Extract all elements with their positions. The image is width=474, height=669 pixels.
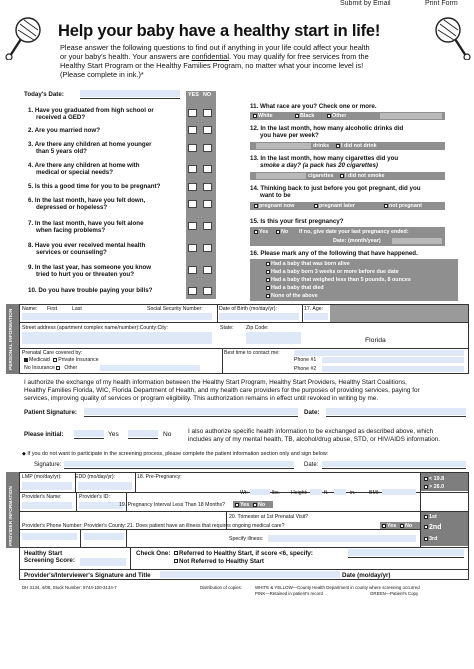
q12-drinks-field[interactable]	[256, 143, 311, 149]
q14-not-label: not pregnant	[389, 203, 422, 209]
question-4	[28, 162, 140, 176]
edd-field[interactable]	[78, 482, 132, 490]
trimester-2-label: 2nd	[429, 524, 442, 531]
q8-no-checkbox[interactable]	[203, 244, 212, 252]
intro-line-1: Please answer the following questions to find out if anything in your life could affect your health	[60, 43, 370, 52]
weight-label: Wt:	[240, 490, 248, 496]
row-divider	[19, 348, 469, 349]
question-10: 10. Do you have trouble paying your bills?	[28, 287, 153, 294]
ft-label: ft.	[324, 490, 329, 496]
question-12	[250, 125, 403, 139]
provider-id-label: Provider's ID:	[79, 494, 110, 500]
bmi-high-option[interactable]	[424, 484, 444, 490]
checkbox-icon	[295, 114, 299, 118]
question-8	[28, 242, 145, 256]
question-7-line-2: when facing problems?	[36, 227, 106, 234]
q21-no-option[interactable]	[400, 523, 412, 529]
question-13-line-2: smoke a day? (a pack has 20 cigarettes)	[260, 162, 378, 169]
other-insurance-field[interactable]	[100, 365, 200, 371]
not-referred-option[interactable]	[174, 558, 264, 565]
checkbox-icon	[424, 485, 428, 489]
question-2: 2. Are you married now?	[28, 127, 100, 134]
question-9-line-2: tried to hurt you or threaten you?	[36, 271, 134, 278]
checkbox-icon	[174, 559, 178, 563]
initial-yes-field[interactable]	[74, 430, 104, 437]
question-3-line-1: 3. Are there any children at home younger	[28, 141, 152, 148]
referred-specify-field[interactable]	[348, 549, 464, 556]
bmi-high-label: > 26.0	[429, 484, 445, 490]
q16-option-2[interactable]	[266, 269, 399, 275]
checkbox-icon	[424, 515, 428, 519]
q12-drinks-label: drinks	[313, 143, 330, 149]
intro-line-2	[60, 52, 369, 61]
checkbox-icon	[400, 524, 404, 528]
q6-no-checkbox[interactable]	[203, 200, 212, 208]
todays-date-label: Today's Date:	[24, 91, 64, 98]
question-7	[28, 220, 144, 234]
distribution-pink: PINK—Retained in patient's record	[255, 591, 323, 596]
col-divider	[76, 492, 77, 511]
q21-yes-label: Yes	[387, 523, 397, 529]
patient-signature-field[interactable]	[84, 408, 298, 415]
q15-date-label: Date: (month/year)	[333, 238, 381, 244]
q13-cigarettes-label: cigarettes	[308, 173, 334, 179]
checkbox-icon	[424, 537, 428, 541]
checkbox-icon	[56, 366, 60, 370]
signature-line	[84, 416, 298, 417]
question-14-line-2: want to be	[260, 192, 291, 199]
lbs-label: lbs.	[272, 490, 281, 496]
optout-signature-label: Signature:	[34, 462, 62, 468]
not-referred-label: Not Referred to Healthy Start	[179, 558, 264, 565]
dob-field[interactable]	[219, 313, 299, 320]
q16-option-5[interactable]	[266, 293, 318, 299]
age-label: 17. Age:	[304, 306, 324, 312]
medicaid-option[interactable]	[24, 357, 50, 363]
interviewer-line	[160, 579, 340, 580]
intro-confidential: confidential	[191, 52, 230, 61]
page-title: Help your baby have a healthy start in life!	[58, 22, 381, 40]
q16-option-2-label: Had a baby born 3 weeks or more before due date	[271, 269, 399, 275]
referred-option[interactable]	[174, 550, 313, 557]
print-form-button[interactable]: Print Form	[425, 0, 458, 7]
healthy-start-score-label	[24, 550, 75, 564]
q15-option-no[interactable]	[276, 229, 288, 235]
phone-1-field[interactable]	[322, 357, 464, 363]
age-field[interactable]	[304, 313, 328, 320]
patient-signature-label: Patient Signature:	[24, 409, 77, 416]
col-divider	[222, 348, 223, 374]
private-insurance-option[interactable]	[53, 357, 98, 363]
initial-no-field[interactable]	[128, 430, 158, 437]
insurance-options-row-2	[24, 365, 77, 371]
street-label: Street address (apartment complex name/number):County:City:	[22, 325, 168, 331]
bullet-icon: ◆	[22, 451, 26, 457]
todays-date-line	[80, 98, 180, 99]
checkbox-icon	[384, 204, 388, 208]
q19-no-option[interactable]	[253, 502, 265, 508]
row-divider	[19, 511, 469, 512]
question-11: 11. What race are you? Check one or more.	[250, 103, 377, 110]
medicaid-label: Medicaid	[29, 357, 50, 363]
last-label: Last	[72, 306, 82, 312]
no-header: NO	[203, 92, 212, 98]
provider-name-label: Provider's Name:	[22, 494, 62, 500]
q4-yes-checkbox[interactable]	[188, 165, 197, 173]
checkbox-icon	[266, 278, 270, 282]
q3-yes-checkbox[interactable]	[188, 144, 197, 152]
q1-no-checkbox[interactable]	[203, 109, 212, 117]
referred-specify-line	[348, 557, 464, 558]
question-13-line-1: 13. In the last month, how many cigarettes did you	[250, 155, 399, 162]
question-12-line-1: 12. In the last month, how many alcoholic drinks did	[250, 125, 404, 132]
trimester-3-option[interactable]	[424, 536, 437, 542]
specific-authorization-text	[188, 428, 440, 444]
q2-yes-checkbox[interactable]	[188, 126, 197, 134]
interviewer-signature-field[interactable]	[160, 571, 340, 578]
question-6-line-1: 6. In the last month, have you felt down,	[28, 197, 146, 204]
bmi-label: BMI:	[369, 490, 380, 496]
state-value: Florida	[365, 337, 386, 344]
height-label: Height:	[291, 490, 308, 496]
q16-option-4-label: Had a baby that died	[271, 285, 324, 291]
provider-county-label: Provider's County:	[84, 523, 127, 529]
initial-yes-label: Yes	[108, 431, 119, 438]
q8-yes-checkbox[interactable]	[188, 244, 197, 252]
row-divider	[19, 547, 469, 548]
ssn-label: Social Security Number:	[147, 306, 203, 312]
q16-option-1[interactable]	[266, 261, 350, 267]
q11-black-label: Black	[300, 113, 315, 119]
interviewer-signature-label: Provider's/Interviewer's Signature and Title	[24, 572, 151, 579]
distribution-white: WHITE & YELLOW—County Health Department in county where screening occurred	[255, 585, 420, 590]
provider-county-field[interactable]	[84, 533, 124, 540]
trimester-3-label: 3rd	[429, 536, 438, 542]
question-1	[28, 107, 154, 121]
phone-2-label: Phone #2	[294, 366, 317, 372]
question-4-line-2: medical or special needs?	[36, 169, 114, 176]
q15-no-label: No	[281, 229, 289, 235]
question-1-line-1: 1. Have you graduated from high school or	[28, 107, 154, 114]
q11-option-white[interactable]	[253, 113, 273, 119]
q15-date-field[interactable]	[392, 238, 442, 244]
checkbox-icon	[314, 204, 318, 208]
q6-yes-checkbox[interactable]	[188, 200, 197, 208]
question-8-line-2: services or counseling?	[36, 249, 107, 256]
please-initial-label: Please initial:	[24, 431, 64, 438]
col-divider	[217, 304, 218, 322]
best-time-label: Best time to contact me:	[224, 350, 280, 356]
question-15: 15. Is this your first pregnancy?	[250, 218, 344, 225]
edd-label: EDD (mo/day/yr):	[75, 474, 116, 480]
specify-illness-field[interactable]	[268, 535, 416, 542]
best-time-field[interactable]	[294, 350, 464, 356]
authorization-line-3: services, improving quality of services or program eligibility. This authorization remains in effect until revoked in writing by me.	[24, 395, 379, 402]
question-1-line-2: received a GED?	[36, 114, 86, 121]
other-insurance-label: Other	[64, 365, 78, 371]
q14-option-not[interactable]	[384, 203, 422, 209]
q15-if-no: If no, give date your last pregnancy ended:	[299, 229, 409, 235]
question-6-line-2: depressed or hopeless?	[36, 204, 108, 211]
lmp-label: LMP (mo/day/yr):	[22, 474, 62, 480]
opt-out-label: If you do not want to participate in the screening process, please complete the patient information section only and sign below:	[27, 451, 329, 457]
q16-option-1-label: Had a baby that was born alive	[271, 261, 350, 267]
question-14-line-1: 14. Thinking back to just before you got pregnant, did you	[250, 185, 421, 192]
prenatal-care-label: Prenatal Care covered by:	[22, 350, 83, 356]
insurance-options-row-1	[24, 357, 99, 363]
zip-label: Zip Code:	[246, 325, 269, 331]
q13-cigarettes-field[interactable]	[256, 173, 306, 179]
specific-authorization-line-1: I also authorize specific health information to be exchanged as described above, which	[188, 428, 434, 435]
q1-yes-checkbox[interactable]	[188, 109, 197, 117]
q21-label: 21. Does patient have an illness that requires ongoing medical care?	[127, 523, 285, 529]
col-divider	[130, 547, 131, 569]
referred-label: Referred to Healthy Start, if score <6, specify:	[179, 550, 313, 557]
phone-2-field[interactable]	[322, 366, 464, 372]
intro-line-3: Healthy Start Program or the Healthy Families Program, no matter what your income level is!	[60, 61, 364, 70]
hs-score-line-2: Screening Score:	[24, 557, 75, 564]
checkbox-icon	[266, 294, 270, 298]
row-divider	[19, 322, 469, 323]
personal-info-sidebar-label: PERSONAL INFORMATION	[9, 308, 14, 370]
street-field[interactable]	[22, 332, 212, 344]
height-ft-field[interactable]	[310, 489, 322, 495]
weight-field[interactable]	[250, 489, 270, 495]
height-in-field[interactable]	[334, 489, 346, 495]
check-one-label: Check One:	[136, 550, 171, 557]
q2-no-checkbox[interactable]	[203, 126, 212, 134]
initial-no-label: No	[163, 431, 172, 438]
question-9-line-1: 9. In the last year, has someone you know	[28, 264, 152, 271]
row-divider	[19, 529, 469, 530]
q21-no-label: No	[405, 523, 413, 529]
question-6	[28, 197, 145, 211]
bmi-low-label: < 19.8	[429, 476, 445, 482]
first-label: First	[47, 306, 58, 312]
q11-other-field[interactable]	[380, 113, 442, 119]
q21-yes-option[interactable]	[382, 523, 396, 529]
q5-no-checkbox[interactable]	[203, 183, 212, 191]
no-insurance-label: No Insurance	[24, 365, 55, 371]
age-shaded-cell	[330, 305, 468, 322]
other-insurance-option[interactable]	[64, 365, 77, 371]
q11-other-label: Other	[332, 113, 347, 119]
authorization-line-2: Healthy Families Florida, WIC, Florida Department of Health, and my health care providers for the purposes of providing services, paying for	[24, 387, 420, 394]
intro-line-2-a: or your baby's health. Your answers are	[60, 52, 190, 61]
intro-line-4: (Please complete in ink.)*	[60, 70, 144, 79]
state-label: State:	[220, 325, 234, 331]
initial-yes-line	[74, 438, 104, 439]
checkbox-icon	[340, 174, 344, 178]
checkbox-icon	[53, 358, 57, 362]
optout-signature-line	[64, 468, 294, 469]
q19-label: 19. Pregnancy Interval Less Than 18 Months?	[119, 502, 226, 508]
name-field[interactable]	[22, 313, 212, 320]
col-divider	[80, 529, 81, 547]
question-8-line-1: 8. Have you ever received mental health	[28, 242, 146, 249]
q16-option-4[interactable]	[266, 285, 324, 291]
checkbox-icon	[276, 230, 280, 234]
bmi-low-option[interactable]	[424, 476, 444, 482]
q12-none-label: I did not drink	[341, 143, 377, 149]
zip-field[interactable]	[246, 332, 301, 344]
q7-yes-checkbox[interactable]	[188, 222, 197, 230]
question-16: 16. Please mark any of the following that have happened.	[250, 250, 418, 257]
authorization-line-1: I authorize the exchange of my health information between the Healthy Start Program, Healthy Start Providers, Healthy Start Coalitions,	[24, 379, 407, 386]
q14-now-label: pregnant now	[259, 203, 295, 209]
q5-yes-checkbox[interactable]	[188, 183, 197, 191]
interviewer-date-label: Date (mo/day/yr)	[342, 572, 391, 579]
distribution-label: Distribution of copies:	[200, 585, 242, 590]
question-14	[250, 185, 421, 199]
todays-date-field[interactable]	[80, 90, 180, 97]
q9-yes-checkbox[interactable]	[188, 266, 197, 274]
lmp-field[interactable]	[22, 482, 72, 490]
bmi-field[interactable]	[382, 489, 416, 495]
q11-option-black[interactable]	[295, 113, 314, 119]
pre-pregnancy-label: 18. Pre-Pregnancy:	[137, 474, 182, 480]
yes-header: YES	[188, 92, 199, 98]
provider-phone-label: Provider's Phone Number:	[22, 523, 83, 529]
q13-none-label: I did not smoke	[345, 173, 385, 179]
form-id: DH 3134, 4/08, Stock Number: 5744-100-3134-7	[22, 585, 117, 590]
q10-yes-checkbox[interactable]	[188, 287, 197, 295]
trimester-1-label: 1st	[429, 514, 437, 520]
provider-name-field[interactable]	[22, 502, 72, 509]
checkbox-icon	[382, 524, 386, 528]
patient-date-label: Date:	[304, 409, 320, 416]
col-divider	[302, 304, 303, 322]
provider-info-sidebar-label: PROVIDER INFORMATION	[9, 486, 14, 546]
name-label: Name:	[22, 306, 38, 312]
row-divider	[19, 569, 469, 570]
q11-white-label: White	[258, 113, 273, 119]
submit-by-email-button[interactable]: Submit by Email	[340, 0, 391, 7]
checkbox-icon	[327, 114, 331, 118]
q7-no-checkbox[interactable]	[203, 222, 212, 230]
date-line	[326, 416, 466, 417]
question-3	[28, 141, 152, 155]
checkbox-icon	[336, 144, 340, 148]
checkbox-icon	[253, 114, 257, 118]
q10-no-checkbox[interactable]	[203, 287, 212, 295]
checkbox-icon	[266, 270, 270, 274]
q13-option-none[interactable]	[340, 173, 385, 179]
hs-score-line-1: Healthy Start	[24, 550, 63, 557]
private-insurance-label: Private Insurance	[58, 357, 99, 363]
q16-option-3[interactable]	[266, 277, 411, 283]
q14-later-label: pregnant later	[319, 203, 355, 209]
optout-signature-field[interactable]	[64, 461, 294, 467]
checkbox-icon	[235, 503, 239, 507]
healthy-start-score-field[interactable]	[80, 558, 126, 566]
q14-option-now[interactable]	[254, 203, 294, 209]
question-3-line-2: than 5 years old?	[36, 148, 87, 155]
q4-no-checkbox[interactable]	[203, 165, 212, 173]
question-12-line-2: you have per week?	[260, 132, 319, 139]
distribution-green: GREEN—Patient's Copy	[370, 591, 419, 596]
patient-date-field[interactable]	[326, 408, 466, 415]
q19-yes-label: Yes	[240, 502, 250, 508]
dob-label: Date of Birth (mo/day/yr):	[219, 306, 277, 312]
baby-rattle-icon	[4, 16, 44, 60]
question-7-line-1: 7. In the last month, have you felt alone	[28, 220, 144, 227]
optout-date-line	[322, 468, 466, 469]
q3-no-checkbox[interactable]	[203, 144, 212, 152]
optout-date-field[interactable]	[322, 461, 466, 467]
checkbox-icon	[424, 525, 428, 529]
q19-yes-option[interactable]	[235, 502, 249, 508]
phone-1-label: Phone #1	[294, 357, 317, 363]
q15-yes-label: Yes	[259, 229, 269, 235]
col-divider	[126, 529, 127, 547]
provider-phone-field[interactable]	[22, 533, 77, 540]
checkbox-icon	[266, 286, 270, 290]
baby-rattle-icon	[432, 16, 472, 60]
q16-option-5-label: None of the above	[271, 293, 318, 299]
no-insurance-option[interactable]	[24, 365, 61, 371]
q9-no-checkbox[interactable]	[203, 266, 212, 274]
specify-illness-label: Specify illness:	[229, 536, 264, 542]
trimester-2-option[interactable]	[424, 524, 441, 531]
q15-option-yes[interactable]	[254, 229, 268, 235]
authorization-text	[24, 379, 420, 403]
question-9	[28, 264, 151, 278]
in-label: in.	[350, 490, 356, 496]
opt-out-text	[22, 451, 328, 457]
question-5: 5. Is this a good time for you to be pregnant?	[28, 183, 161, 190]
provider-id-field[interactable]	[79, 502, 123, 509]
checkbox-icon	[254, 230, 258, 234]
checkbox-icon	[24, 358, 28, 362]
question-13	[250, 155, 398, 169]
q12-option-none[interactable]	[336, 143, 377, 149]
q16-option-3-label: Had a baby that weighed less than 5 pounds, 8 ounces	[271, 277, 411, 283]
checkbox-icon	[266, 262, 270, 266]
trimester-1-option[interactable]	[424, 514, 437, 520]
intro-line-2-b: . You may qualify for free services from the	[229, 52, 369, 61]
initial-no-line	[128, 438, 158, 439]
checkbox-icon	[254, 204, 258, 208]
q19-no-label: No	[258, 502, 266, 508]
checkbox-icon	[174, 551, 178, 555]
col-divider	[135, 472, 136, 492]
checkbox-icon	[424, 477, 428, 481]
q14-option-later[interactable]	[314, 203, 355, 209]
q11-option-other[interactable]	[327, 113, 346, 119]
q20-label: 20. Trimester at 1st Prenatal Visit?	[229, 514, 309, 520]
checkbox-icon	[253, 503, 257, 507]
specific-authorization-line-2: includes any of my mental health, TB, alcohol/drug abuse, STD, or HIV/AIDS information.	[188, 436, 441, 443]
question-4-line-1: 4. Are there any children at home with	[28, 162, 140, 169]
optout-date-label: Date:	[304, 462, 319, 468]
